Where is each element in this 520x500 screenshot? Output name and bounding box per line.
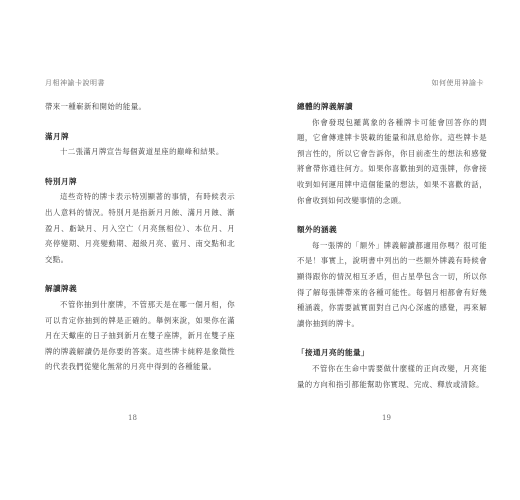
page-body xyxy=(297,99,487,392)
paragraph: 你會發現包羅萬象的各種牌卡可能會回答你的問題，它會傳達牌卡裝載的能量和訊息給你。這些牌卡是預言性的，所以它會告訴你，你目前產生的想法和感覺將會帶你通往何方。如果你喜歡抽到的這張牌，你會接收到如何運用牌中這個能量的想法，如果不喜歡的話，你會收到如何改變事情的念頭。 xyxy=(297,117,487,205)
paragraph: 十二張滿月牌宣告每個黃道星座的巔峰和結果。 xyxy=(60,147,224,157)
running-head: 如何使用神諭卡 xyxy=(431,79,484,87)
page-body xyxy=(45,99,235,375)
section-heading: 滿月牌 xyxy=(45,131,69,141)
section-heading: 「接通月亮的能量」 xyxy=(297,348,369,358)
running-head: 月相神諭卡說明書 xyxy=(45,79,105,87)
paragraph: 這些奇特的牌卡表示特別顯著的事情，有時候表示出人意料的情況。特別月是指新月月蝕、滿月月蝕、漸盈月、虧缺月、月入空亡（月亮無相位）、本位月、月亮停變期、月亮變動期、超級月亮、藍月、南交點和北交點。 xyxy=(45,192,235,264)
section-heading: 解讀牌義 xyxy=(45,284,77,294)
paragraph: 每一張牌的「額外」牌義解讀都適用你嗎？很可能不是！事實上，說明書中列出的一些額外牌義有時候會顯得跟你的情況相互矛盾，但占星學包含一切，所以你得了解每張牌帶來的各種可能性。每個月相都會有好幾種涵義，你需要誠實面對自己內心深處的感覺，再來解讀你抽到的牌卡。 xyxy=(297,240,487,328)
section-heading: 額外的涵義 xyxy=(297,225,337,235)
right-page xyxy=(260,0,520,500)
paragraph: 不管你抽到什麼牌，不管那天是在哪一個月相，你可以肯定你抽到的牌是正確的。舉例來說，如果你在滿月在天蠍座的日子抽到新月在雙子座牌，新月在雙子座牌的牌義解讀仍是你要的答案。這些牌卡純粹是象徵性的代表我們從變化無常的月亮中得到的各種能量。 xyxy=(45,299,235,372)
paragraph: 帶來一種嶄新和開始的能量。 xyxy=(45,102,147,111)
page-number: 18 xyxy=(128,414,137,422)
section-heading: 特別月牌 xyxy=(45,176,77,186)
section-heading: 總體的牌義解讀 xyxy=(297,102,353,111)
paragraph: 不管你在生命中需要做什麼樣的正向改變，月亮能量的方向和指引都能幫助你實現、完成、釋放或清除。 xyxy=(297,363,487,389)
page-number: 19 xyxy=(382,414,391,422)
